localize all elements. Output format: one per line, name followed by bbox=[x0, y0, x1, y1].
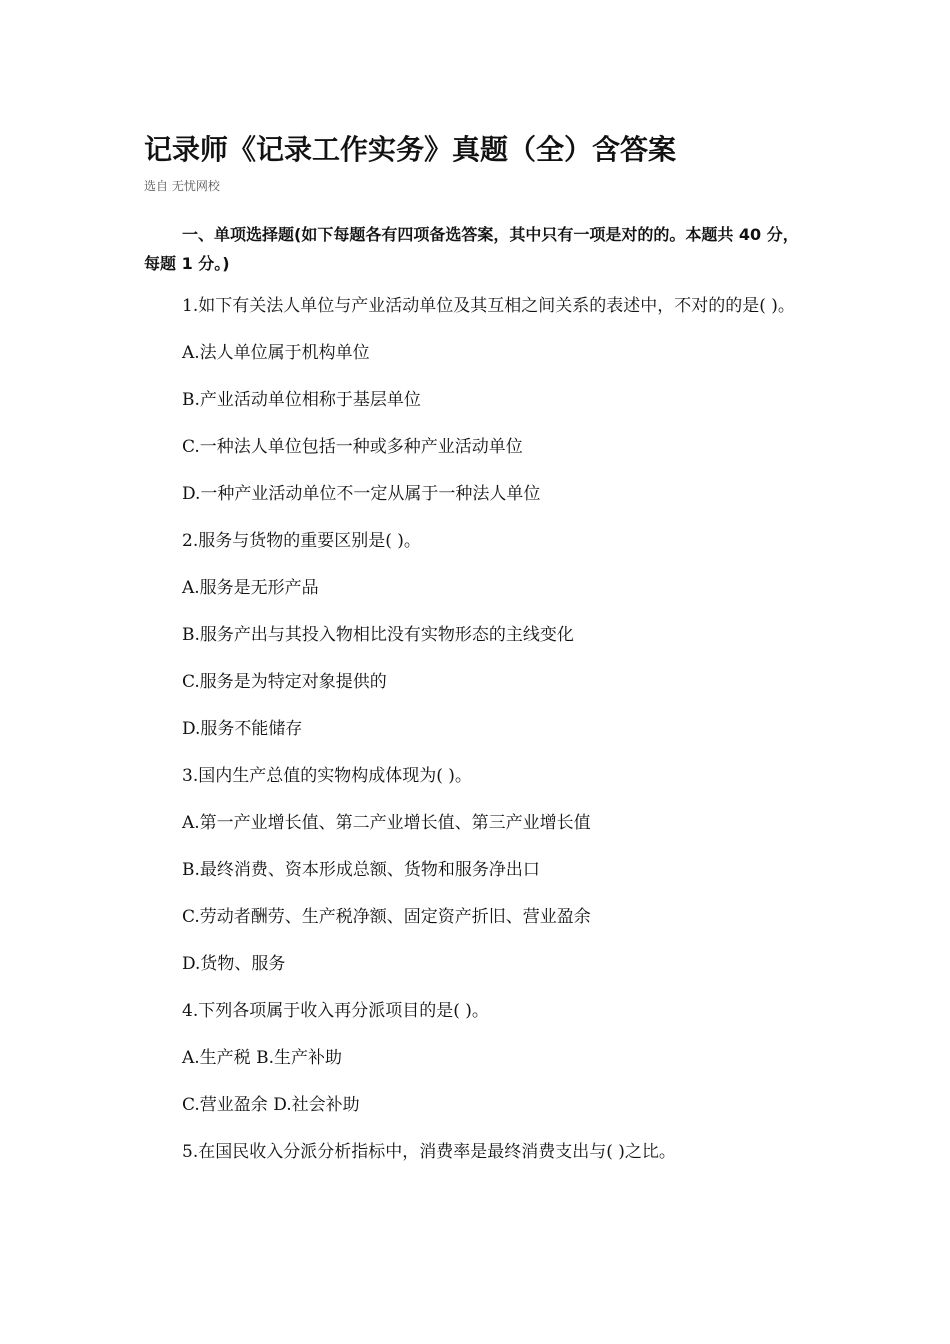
question-stem: 3.国内生产总值的实物构成体现为( )。 bbox=[182, 766, 472, 786]
document-source: 选自 无忧网校 bbox=[144, 179, 220, 193]
question-option: A.生产税 B.生产补助 bbox=[182, 1048, 342, 1068]
document-body bbox=[144, 220, 808, 1186]
question-option: B.产业活动单位相称于基层单位 bbox=[182, 390, 421, 410]
question-option: C.一种法人单位包括一种或多种产业活动单位 bbox=[182, 437, 523, 457]
question-option: A.法人单位属于机构单位 bbox=[182, 343, 370, 363]
question-stem: 5.在国民收入分派分析指标中，消费率是最终消费支出与( )之比。 bbox=[182, 1142, 676, 1162]
question-option: D.货物、服务 bbox=[182, 954, 286, 974]
question-3 bbox=[144, 763, 808, 977]
question-1 bbox=[144, 293, 808, 507]
question-option: C.服务是为特定对象提供的 bbox=[182, 672, 387, 692]
question-option: D.服务不能储存 bbox=[182, 719, 303, 739]
question-stem: 4.下列各项属于收入再分派项目的是( )。 bbox=[182, 1001, 489, 1021]
question-option: C.劳动者酬劳、生产税净额、固定资产折旧、营业盈余 bbox=[182, 907, 591, 927]
question-option: B.最终消费、资本形成总额、货物和服务净出口 bbox=[182, 860, 540, 880]
document-title: 记录师《记录工作实务》真题（全）含答案 bbox=[144, 133, 677, 166]
question-stem: 2.服务与货物的重要区别是( )。 bbox=[182, 531, 421, 551]
question-option: C.营业盈余 D.社会补助 bbox=[182, 1095, 360, 1115]
question-option: A.第一产业增长值、第二产业增长值、第三产业增长值 bbox=[182, 813, 591, 833]
section-heading: 一、单项选择题(如下每题各有四项备选答案，其中只有一项是对的的。本题共 40 分，每题 1 分。) bbox=[144, 225, 799, 273]
question-option: A.服务是无形产品 bbox=[182, 578, 319, 598]
question-5 bbox=[144, 1139, 808, 1165]
question-option: D.一种产业活动单位不一定从属于一种法人单位 bbox=[182, 484, 541, 504]
question-option: B.服务产出与其投入物相比没有实物形态的主线变化 bbox=[182, 625, 574, 645]
question-stem: 1.如下有关法人单位与产业活动单位及其互相之间关系的表述中，不对的的是( )。 bbox=[182, 296, 795, 316]
question-2 bbox=[144, 528, 808, 742]
question-4 bbox=[144, 998, 808, 1118]
